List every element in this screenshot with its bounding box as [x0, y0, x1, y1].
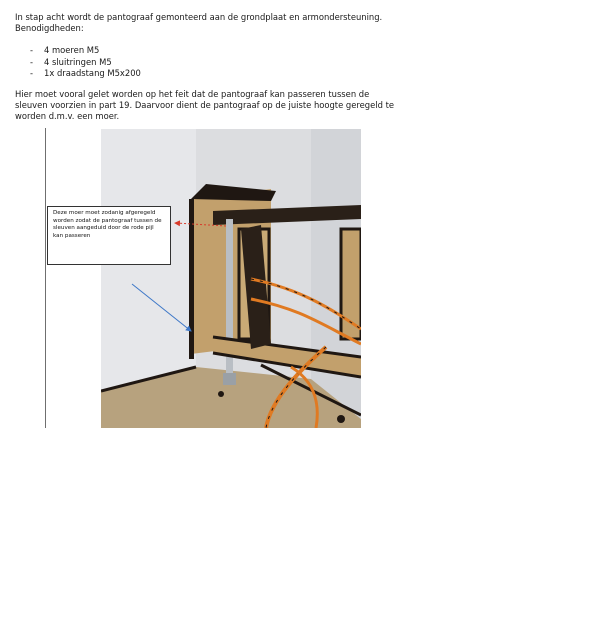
photo-illustration — [101, 129, 361, 428]
list-bullet: - — [30, 56, 34, 67]
materials-list — [15, 45, 141, 80]
instruction-paragraph: Hier moet vooral gelet worden op het feit dat de pantograaf kan passeren tussen de sleuven voorzien in part 19. Daarvoor dient de pantograaf op de juiste hoogte geregeld te worden d.m.v. een moer. — [15, 89, 395, 121]
margin-rule — [45, 128, 46, 428]
list-item-text: 4 moeren M5 — [44, 45, 100, 55]
list-bullet: - — [30, 45, 34, 55]
list-item-text: 1x draadstang M5x200 — [44, 68, 141, 78]
list-item — [15, 68, 141, 80]
intro-text: In stap acht wordt de pantograaf gemonteerd aan de grondplaat en armondersteuning. Benodigdheden: — [15, 12, 383, 33]
list-item — [15, 57, 141, 69]
list-item — [15, 45, 141, 57]
list-bullet: - — [30, 68, 34, 78]
callout-text: Deze moer moet zodanig afgeregeld worden zodat de pantograaf tussen de sleuven aangeduid door de rode pijl kan passeren — [53, 210, 162, 239]
assembly-photo — [101, 129, 361, 428]
list-item-text: 4 sluitringen M5 — [44, 56, 112, 67]
callout-box — [47, 206, 171, 265]
